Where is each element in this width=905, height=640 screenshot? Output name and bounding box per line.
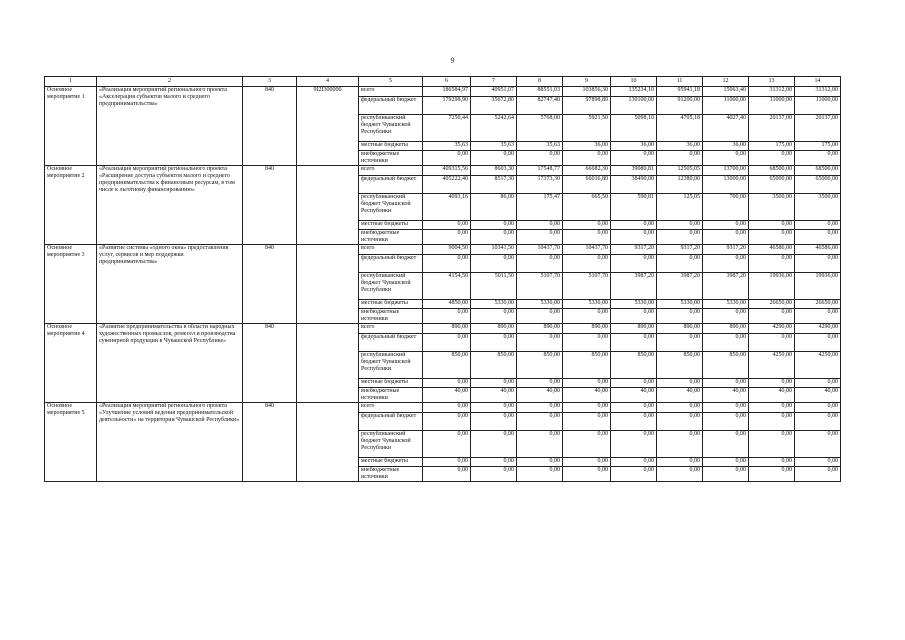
amount-cell: 890,00 [611,324,657,334]
amount-cell: 0,00 [423,255,471,273]
amount-cell: 0,00 [471,403,517,413]
amount-cell: 0,00 [749,151,795,166]
amount-cell: 31312,00 [749,87,795,97]
amount-cell: 0,00 [703,255,749,273]
amount-cell: 4250,00 [795,352,841,379]
amount-cell: 0,00 [517,379,563,388]
amount-cell: 0,00 [517,431,563,458]
event-code: 840 [243,166,297,245]
amount-cell: 5107,70 [563,273,611,300]
amount-cell: 86,00 [471,194,517,221]
table-body [45,87,841,482]
amount-cell: 0,00 [795,151,841,166]
amount-cell: 46586,00 [795,245,841,255]
amount-cell: 7250,44 [423,115,471,142]
amount-cell: 5330,00 [611,300,657,309]
amount-cell: 0,00 [795,230,841,245]
column-header-9: 9 [563,77,611,87]
amount-cell: 405222,40 [423,176,471,194]
amount-cell: 40,00 [517,388,563,403]
amount-cell: 890,00 [423,324,471,334]
amount-cell: 0,00 [563,431,611,458]
amount-cell: 4154,50 [423,273,471,300]
amount-cell: 36,00 [563,142,611,151]
funding-source: федеральный бюджет [359,334,423,352]
amount-cell: 0,00 [749,403,795,413]
event-code: 840 [243,87,297,166]
amount-cell: 0,00 [517,151,563,166]
amount-cell: 0,00 [517,221,563,230]
amount-cell: 5098,10 [611,115,657,142]
amount-cell: 0,00 [795,309,841,324]
amount-cell: 186584,97 [423,87,471,97]
amount-cell: 409315,56 [423,166,471,176]
page-number: 9 [450,56,455,65]
amount-cell: 0,00 [423,458,471,467]
amount-cell: 4290,00 [795,324,841,334]
amount-cell: 5330,00 [563,300,611,309]
funding-source: республиканский бюджет Чувашской Республики [359,273,423,300]
amount-cell: 0,00 [471,151,517,166]
amount-cell: 19936,00 [795,273,841,300]
amount-cell: 0,00 [657,413,703,431]
column-header-12: 12 [703,77,749,87]
amount-cell: 0,00 [749,467,795,482]
amount-cell: 0,00 [749,255,795,273]
amount-cell: 5330,00 [517,300,563,309]
amount-cell: 890,00 [657,324,703,334]
table-row [45,166,841,176]
event-code: 840 [243,403,297,482]
amount-cell: 0,00 [795,221,841,230]
event-description: «Реализация мероприятий регионального проекта «Улучшение условий ведения предпринимательской деятельности» на территории Чувашской Республики» [97,403,243,482]
amount-cell: 700,00 [703,194,749,221]
amount-cell: 130100,00 [611,97,657,115]
amount-cell: 0,00 [611,255,657,273]
amount-cell: 9317,20 [703,245,749,255]
amount-cell: 0,00 [517,230,563,245]
amount-cell: 4250,00 [749,352,795,379]
funding-source: республиканский бюджет Чувашской Республики [359,352,423,379]
amount-cell: 8517,30 [471,176,517,194]
event-csr [297,324,359,403]
amount-cell: 0,00 [517,413,563,431]
amount-cell: 0,00 [517,255,563,273]
amount-cell: 5107,70 [517,273,563,300]
amount-cell: 0,00 [423,431,471,458]
table-row [45,324,841,334]
amount-cell: 4290,00 [749,324,795,334]
amount-cell: 5330,00 [471,300,517,309]
amount-cell: 11000,00 [703,97,749,115]
amount-cell: 0,00 [703,431,749,458]
amount-cell: 82747,40 [517,97,563,115]
amount-cell: 40,00 [703,388,749,403]
amount-cell: 0,00 [471,431,517,458]
event-label: Основное мероприятие 5 [45,403,97,482]
amount-cell: 0,00 [423,379,471,388]
amount-cell: 5921,50 [563,115,611,142]
amount-cell: 850,00 [703,352,749,379]
amount-cell: 0,00 [423,221,471,230]
amount-cell: 0,00 [795,431,841,458]
amount-cell: 4093,16 [423,194,471,221]
amount-cell: 68500,00 [795,166,841,176]
amount-cell: 0,00 [657,467,703,482]
amount-cell: 0,00 [657,403,703,413]
event-label: Основное мероприятие 1 [45,87,97,166]
amount-cell: 35,63 [517,142,563,151]
amount-cell: 4850,00 [423,300,471,309]
column-header-4: 4 [297,77,359,87]
amount-cell: 0,00 [423,334,471,352]
amount-cell: 19936,00 [749,273,795,300]
amount-cell: 35,63 [423,142,471,151]
amount-cell: 0,00 [703,413,749,431]
amount-cell: 0,00 [423,151,471,166]
amount-cell: 0,00 [703,379,749,388]
amount-cell: 36,00 [611,142,657,151]
amount-cell: 850,00 [517,352,563,379]
amount-cell: 0,00 [517,467,563,482]
amount-cell: 0,00 [749,379,795,388]
amount-cell: 135234,10 [611,87,657,97]
funding-source: всего [359,87,423,97]
amount-cell: 0,00 [611,334,657,352]
amount-cell: 3987,20 [703,273,749,300]
funding-source: местные бюджеты [359,221,423,230]
amount-cell: 0,00 [749,334,795,352]
amount-cell: 10437,70 [517,245,563,255]
amount-cell: 88551,03 [517,87,563,97]
amount-cell: 0,00 [471,334,517,352]
funding-source: всего [359,245,423,255]
amount-cell: 125,05 [657,194,703,221]
amount-cell: 0,00 [703,334,749,352]
amount-cell: 9317,20 [657,245,703,255]
amount-cell: 0,00 [563,230,611,245]
amount-cell: 850,00 [611,352,657,379]
amount-cell: 0,00 [795,334,841,352]
column-header-11: 11 [657,77,703,87]
amount-cell: 13700,00 [703,166,749,176]
amount-cell: 65000,00 [795,176,841,194]
amount-cell: 0,00 [611,403,657,413]
amount-cell: 38490,00 [611,176,657,194]
amount-cell: 0,00 [471,221,517,230]
amount-cell: 3987,20 [657,273,703,300]
amount-cell: 36,00 [703,142,749,151]
amount-cell: 0,00 [749,230,795,245]
funding-source: федеральный бюджет [359,413,423,431]
amount-cell: 0,00 [471,413,517,431]
amount-cell: 97898,80 [563,97,611,115]
amount-cell: 15063,40 [703,87,749,97]
amount-cell: 0,00 [423,309,471,324]
amount-cell: 12505,05 [657,166,703,176]
amount-cell: 0,00 [563,379,611,388]
amount-cell: 0,00 [563,334,611,352]
amount-cell: 0,00 [657,309,703,324]
amount-cell: 4705,18 [657,115,703,142]
event-label: Основное мероприятие 3 [45,245,97,324]
amount-cell: 0,00 [611,379,657,388]
amount-cell: 179298,90 [423,97,471,115]
event-csr [297,166,359,245]
amount-cell: 31312,00 [795,87,841,97]
amount-cell: 0,00 [611,230,657,245]
amount-cell: 890,00 [563,324,611,334]
table-header [45,77,841,87]
amount-cell: 0,00 [703,221,749,230]
amount-cell: 0,00 [563,403,611,413]
amount-cell: 0,00 [795,413,841,431]
budget-table [44,76,841,482]
event-description: «Развитие системы «одного окна» предоставления услуг, сервисов и мер поддержки предпринимательства» [97,245,243,324]
amount-cell: 0,00 [703,151,749,166]
amount-cell: 0,00 [657,431,703,458]
amount-cell: 0,00 [703,309,749,324]
amount-cell: 3500,00 [795,194,841,221]
amount-cell: 10437,70 [563,245,611,255]
amount-cell: 175,47 [517,194,563,221]
amount-cell: 68500,00 [749,166,795,176]
funding-source: федеральный бюджет [359,97,423,115]
amount-cell: 175,00 [795,142,841,151]
amount-cell: 35672,80 [471,97,517,115]
amount-cell: 590,81 [611,194,657,221]
amount-cell: 0,00 [657,379,703,388]
amount-cell: 4027,40 [703,115,749,142]
amount-cell: 35,63 [471,142,517,151]
funding-source: всего [359,166,423,176]
amount-cell: 17548,77 [517,166,563,176]
amount-cell: 40,00 [749,388,795,403]
table-row [45,245,841,255]
amount-cell: 5768,00 [517,115,563,142]
amount-cell: 20137,00 [795,115,841,142]
amount-cell: 0,00 [795,458,841,467]
amount-cell: 10341,50 [471,245,517,255]
amount-cell: 0,00 [563,413,611,431]
amount-cell: 0,00 [795,379,841,388]
event-csr: 9I2I300000 [297,87,359,166]
funding-source: внебюджетные источники [359,151,423,166]
amount-cell: 26650,00 [795,300,841,309]
event-csr [297,245,359,324]
event-label: Основное мероприятие 4 [45,324,97,403]
amount-cell: 0,00 [749,413,795,431]
amount-cell: 175,00 [749,142,795,151]
amount-cell: 0,00 [795,467,841,482]
amount-cell: 0,00 [423,403,471,413]
amount-cell: 40,00 [471,388,517,403]
amount-cell: 3987,20 [611,273,657,300]
amount-cell: 66682,30 [563,166,611,176]
amount-cell: 0,00 [517,403,563,413]
column-header-13: 13 [749,77,795,87]
amount-cell: 0,00 [657,334,703,352]
amount-cell: 3500,00 [749,194,795,221]
amount-cell: 36,00 [657,142,703,151]
funding-source: местные бюджеты [359,379,423,388]
amount-cell: 8603,30 [471,166,517,176]
amount-cell: 0,00 [795,403,841,413]
amount-cell: 0,00 [563,255,611,273]
amount-cell: 0,00 [749,221,795,230]
amount-cell: 11000,00 [795,97,841,115]
amount-cell: 0,00 [703,467,749,482]
amount-cell: 0,00 [563,309,611,324]
amount-cell: 40,00 [423,388,471,403]
amount-cell: 9317,20 [611,245,657,255]
funding-source: местные бюджеты [359,458,423,467]
amount-cell: 0,00 [471,467,517,482]
amount-cell: 13000,00 [703,176,749,194]
amount-cell: 890,00 [703,324,749,334]
amount-cell: 0,00 [703,230,749,245]
amount-cell: 0,00 [517,334,563,352]
amount-cell: 850,00 [423,352,471,379]
amount-cell: 0,00 [611,458,657,467]
event-code: 840 [243,245,297,324]
amount-cell: 0,00 [611,467,657,482]
funding-source: внебюджетные источники [359,388,423,403]
amount-cell: 0,00 [563,458,611,467]
amount-cell: 0,00 [611,221,657,230]
amount-cell: 40,00 [563,388,611,403]
amount-cell: 5330,00 [657,300,703,309]
amount-cell: 5242,64 [471,115,517,142]
amount-cell: 0,00 [563,221,611,230]
column-header-14: 14 [795,77,841,87]
amount-cell: 0,00 [749,309,795,324]
event-description: «Реализация мероприятий регионального проекта «Акселерация субъектов малого и среднего предпринимательства» [97,87,243,166]
amount-cell: 12380,00 [657,176,703,194]
amount-cell: 0,00 [471,458,517,467]
amount-cell: 20137,00 [749,115,795,142]
column-header-2: 2 [97,77,243,87]
event-description: «Реализация мероприятий регионального проекта «Расширение доступа субъектов малого и среднего предпринимательства к финансовым ресурсам, в том числе к льготному финансированию» [97,166,243,245]
funding-source: внебюджетные источники [359,309,423,324]
header-row [45,77,841,87]
amount-cell: 95941,18 [657,87,703,97]
funding-source: местные бюджеты [359,300,423,309]
funding-source: всего [359,403,423,413]
amount-cell: 665,50 [563,194,611,221]
event-label: Основное мероприятие 2 [45,166,97,245]
column-header-3: 3 [243,77,297,87]
amount-cell: 40,00 [795,388,841,403]
amount-cell: 850,00 [563,352,611,379]
amount-cell: 0,00 [517,309,563,324]
amount-cell: 0,00 [657,458,703,467]
amount-cell: 0,00 [749,431,795,458]
column-header-10: 10 [611,77,657,87]
column-header-7: 7 [471,77,517,87]
column-header-1: 1 [45,77,97,87]
amount-cell: 65000,00 [749,176,795,194]
funding-source: федеральный бюджет [359,255,423,273]
amount-cell: 0,00 [657,151,703,166]
amount-cell: 890,00 [471,324,517,334]
amount-cell: 40,00 [611,388,657,403]
amount-cell: 11000,00 [749,97,795,115]
amount-cell: 0,00 [657,221,703,230]
amount-cell: 890,00 [517,324,563,334]
event-description: «Развитие предпринимательства в области народных художественных промыслов, ремесел и производства сувенирной продукции в Чувашской Республике» [97,324,243,403]
amount-cell: 0,00 [611,413,657,431]
amount-cell: 0,00 [471,230,517,245]
table-row [45,403,841,413]
column-header-8: 8 [517,77,563,87]
amount-cell: 39080,81 [611,166,657,176]
amount-cell: 66016,80 [563,176,611,194]
funding-source: республиканский бюджет Чувашской Республики [359,115,423,142]
amount-cell: 850,00 [657,352,703,379]
amount-cell: 9004,50 [423,245,471,255]
column-header-5: 5 [359,77,423,87]
amount-cell: 26650,00 [749,300,795,309]
event-code: 840 [243,324,297,403]
amount-cell: 91200,00 [657,97,703,115]
amount-cell: 40,00 [657,388,703,403]
table-row [45,87,841,97]
amount-cell: 103856,30 [563,87,611,97]
funding-source: местные бюджеты [359,142,423,151]
amount-cell: 40951,07 [471,87,517,97]
funding-source: республиканский бюджет Чувашской Республики [359,431,423,458]
amount-cell: 0,00 [795,255,841,273]
amount-cell: 0,00 [517,458,563,467]
amount-cell: 0,00 [471,379,517,388]
funding-source: внебюджетные источники [359,467,423,482]
funding-source: внебюджетные источники [359,230,423,245]
amount-cell: 0,00 [611,309,657,324]
amount-cell: 0,00 [657,255,703,273]
amount-cell: 46586,00 [749,245,795,255]
funding-source: республиканский бюджет Чувашской Республики [359,194,423,221]
event-csr [297,403,359,482]
funding-source: всего [359,324,423,334]
amount-cell: 5330,00 [703,300,749,309]
amount-cell: 0,00 [563,151,611,166]
funding-source: федеральный бюджет [359,176,423,194]
amount-cell: 5011,50 [471,273,517,300]
column-header-6: 6 [423,77,471,87]
amount-cell: 0,00 [471,309,517,324]
amount-cell: 0,00 [703,458,749,467]
amount-cell: 0,00 [423,413,471,431]
amount-cell: 0,00 [703,403,749,413]
amount-cell: 0,00 [749,458,795,467]
amount-cell: 850,00 [471,352,517,379]
amount-cell: 0,00 [423,467,471,482]
amount-cell: 0,00 [563,467,611,482]
amount-cell: 0,00 [611,151,657,166]
amount-cell: 0,00 [657,230,703,245]
amount-cell: 17373,30 [517,176,563,194]
amount-cell: 0,00 [423,230,471,245]
amount-cell: 0,00 [611,431,657,458]
amount-cell: 0,00 [471,255,517,273]
